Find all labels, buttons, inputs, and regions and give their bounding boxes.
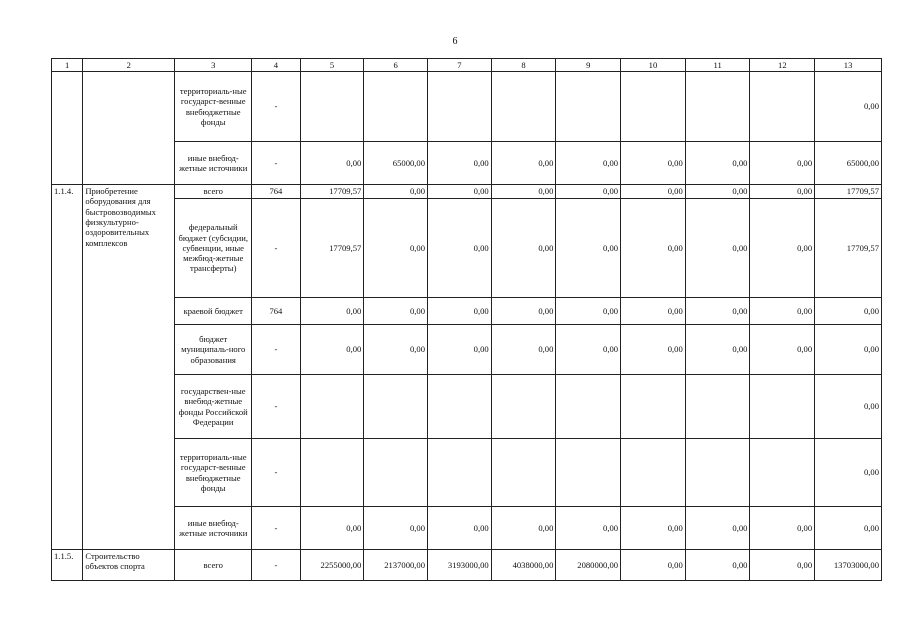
value-cell: 0,00 bbox=[491, 325, 556, 375]
total-cell: 17709,57 bbox=[815, 185, 882, 199]
table-row bbox=[52, 199, 882, 298]
value-cell bbox=[621, 375, 686, 439]
column-number-row bbox=[52, 59, 882, 72]
value-cell: 0,00 bbox=[621, 142, 686, 185]
value-cell: 0,00 bbox=[750, 298, 815, 325]
total-cell: 0,00 bbox=[815, 439, 882, 507]
funding-source-cell: бюджет муниципаль-ного образования bbox=[175, 325, 252, 375]
value-cell: 0,00 bbox=[428, 298, 492, 325]
value-cell bbox=[364, 439, 428, 507]
value-cell: 0,00 bbox=[428, 507, 492, 550]
value-cell: 0,00 bbox=[685, 507, 750, 550]
code-cell: - bbox=[252, 507, 301, 550]
value-cell bbox=[750, 72, 815, 142]
value-cell bbox=[556, 72, 621, 142]
code-cell: - bbox=[252, 375, 301, 439]
value-cell: 0,00 bbox=[685, 142, 750, 185]
funding-source-cell: территориаль-ные государст-венные внебюджетные фонды bbox=[175, 439, 252, 507]
table-row bbox=[52, 439, 882, 507]
code-cell: - bbox=[252, 142, 301, 185]
value-cell: 17709,57 bbox=[300, 185, 364, 199]
total-cell: 0,00 bbox=[815, 325, 882, 375]
item-number-cell: 1.1.4. bbox=[52, 185, 83, 550]
value-cell: 0,00 bbox=[491, 507, 556, 550]
code-cell: 764 bbox=[252, 298, 301, 325]
value-cell: 0,00 bbox=[428, 185, 492, 199]
table-row bbox=[52, 298, 882, 325]
value-cell: 0,00 bbox=[428, 199, 492, 298]
funding-source-cell: всего bbox=[175, 550, 252, 581]
value-cell bbox=[685, 72, 750, 142]
code-cell: - bbox=[252, 439, 301, 507]
value-cell: 0,00 bbox=[300, 507, 364, 550]
column-number-2: 2 bbox=[83, 59, 175, 72]
value-cell bbox=[300, 72, 364, 142]
value-cell: 0,00 bbox=[750, 507, 815, 550]
value-cell: 0,00 bbox=[685, 298, 750, 325]
value-cell: 0,00 bbox=[556, 142, 621, 185]
value-cell bbox=[750, 375, 815, 439]
value-cell: 0,00 bbox=[685, 325, 750, 375]
value-cell: 0,00 bbox=[364, 325, 428, 375]
code-cell: 764 bbox=[252, 185, 301, 199]
value-cell: 2137000,00 bbox=[364, 550, 428, 581]
value-cell: 0,00 bbox=[491, 142, 556, 185]
value-cell: 0,00 bbox=[556, 298, 621, 325]
value-cell bbox=[491, 72, 556, 142]
total-cell: 0,00 bbox=[815, 72, 882, 142]
table-row bbox=[52, 142, 882, 185]
column-number-1: 1 bbox=[52, 59, 83, 72]
funding-source-cell: федеральный бюджет (субсидии, субвенции, иные межбюд-жетные трансферты) bbox=[175, 199, 252, 298]
value-cell: 0,00 bbox=[364, 298, 428, 325]
value-cell: 0,00 bbox=[750, 199, 815, 298]
value-cell bbox=[556, 375, 621, 439]
value-cell: 2255000,00 bbox=[300, 550, 364, 581]
value-cell: 0,00 bbox=[621, 298, 686, 325]
column-number-12: 12 bbox=[750, 59, 815, 72]
column-number-5: 5 bbox=[300, 59, 364, 72]
funding-source-cell: иные внебюд-жетные источники bbox=[175, 142, 252, 185]
value-cell: 0,00 bbox=[556, 325, 621, 375]
value-cell bbox=[364, 72, 428, 142]
value-cell: 0,00 bbox=[491, 185, 556, 199]
funding-source-cell: территориаль-ные государст-венные внебюджетные фонды bbox=[175, 72, 252, 142]
table-row bbox=[52, 375, 882, 439]
value-cell: 0,00 bbox=[621, 507, 686, 550]
table-row bbox=[52, 325, 882, 375]
value-cell: 0,00 bbox=[750, 185, 815, 199]
value-cell: 4038000,00 bbox=[491, 550, 556, 581]
value-cell: 0,00 bbox=[428, 142, 492, 185]
value-cell: 0,00 bbox=[556, 199, 621, 298]
funding-source-cell: государствен-ные внебюд-жетные фонды Российской Федерации bbox=[175, 375, 252, 439]
item-number-cell bbox=[52, 72, 83, 185]
value-cell: 0,00 bbox=[428, 325, 492, 375]
code-cell: - bbox=[252, 72, 301, 142]
value-cell: 65000,00 bbox=[364, 142, 428, 185]
value-cell: 0,00 bbox=[364, 199, 428, 298]
column-number-10: 10 bbox=[621, 59, 686, 72]
column-number-3: 3 bbox=[175, 59, 252, 72]
code-cell: - bbox=[252, 550, 301, 581]
column-number-4: 4 bbox=[252, 59, 301, 72]
column-number-7: 7 bbox=[428, 59, 492, 72]
budget-table bbox=[51, 58, 882, 581]
value-cell bbox=[300, 375, 364, 439]
total-cell: 13703000,00 bbox=[815, 550, 882, 581]
value-cell: 0,00 bbox=[491, 298, 556, 325]
code-cell: - bbox=[252, 325, 301, 375]
value-cell: 0,00 bbox=[750, 550, 815, 581]
funding-source-cell: краевой бюджет bbox=[175, 298, 252, 325]
column-number-13: 13 bbox=[815, 59, 882, 72]
code-cell: - bbox=[252, 199, 301, 298]
value-cell bbox=[300, 439, 364, 507]
value-cell: 3193000,00 bbox=[428, 550, 492, 581]
value-cell: 0,00 bbox=[300, 325, 364, 375]
value-cell: 2080000,00 bbox=[556, 550, 621, 581]
value-cell: 0,00 bbox=[750, 142, 815, 185]
column-number-9: 9 bbox=[556, 59, 621, 72]
column-number-6: 6 bbox=[364, 59, 428, 72]
value-cell bbox=[428, 72, 492, 142]
table-row bbox=[52, 72, 882, 142]
value-cell bbox=[750, 439, 815, 507]
value-cell: 0,00 bbox=[556, 507, 621, 550]
item-number-cell: 1.1.5. bbox=[52, 550, 83, 581]
page-number: 6 bbox=[452, 36, 458, 47]
value-cell: 0,00 bbox=[621, 550, 686, 581]
table-row bbox=[52, 550, 882, 581]
item-name-cell: Приобретение оборудования для быстровозводимых физкультурно-оздоровительных комплексов bbox=[83, 185, 175, 550]
value-cell: 0,00 bbox=[300, 142, 364, 185]
value-cell bbox=[364, 375, 428, 439]
funding-source-cell: иные внебюд-жетные источники bbox=[175, 507, 252, 550]
value-cell: 0,00 bbox=[685, 185, 750, 199]
value-cell: 0,00 bbox=[364, 185, 428, 199]
value-cell bbox=[491, 439, 556, 507]
funding-source-cell: всего bbox=[175, 185, 252, 199]
value-cell: 0,00 bbox=[364, 507, 428, 550]
value-cell bbox=[685, 375, 750, 439]
table-row bbox=[52, 507, 882, 550]
value-cell bbox=[491, 375, 556, 439]
value-cell: 0,00 bbox=[556, 185, 621, 199]
value-cell: 0,00 bbox=[621, 199, 686, 298]
table-row bbox=[52, 185, 882, 199]
total-cell: 17709,57 bbox=[815, 199, 882, 298]
item-name-cell bbox=[83, 72, 175, 185]
value-cell: 0,00 bbox=[750, 325, 815, 375]
column-number-8: 8 bbox=[491, 59, 556, 72]
total-cell: 0,00 bbox=[815, 507, 882, 550]
value-cell: 0,00 bbox=[621, 185, 686, 199]
value-cell: 0,00 bbox=[300, 298, 364, 325]
value-cell bbox=[621, 72, 686, 142]
value-cell: 0,00 bbox=[491, 199, 556, 298]
total-cell: 65000,00 bbox=[815, 142, 882, 185]
value-cell bbox=[428, 439, 492, 507]
item-name-cell: Строительство объектов спорта bbox=[83, 550, 175, 581]
value-cell bbox=[428, 375, 492, 439]
value-cell bbox=[621, 439, 686, 507]
total-cell: 0,00 bbox=[815, 375, 882, 439]
total-cell: 0,00 bbox=[815, 298, 882, 325]
value-cell: 17709,57 bbox=[300, 199, 364, 298]
column-number-11: 11 bbox=[685, 59, 750, 72]
value-cell: 0,00 bbox=[685, 199, 750, 298]
value-cell bbox=[556, 439, 621, 507]
value-cell: 0,00 bbox=[621, 325, 686, 375]
value-cell bbox=[685, 439, 750, 507]
value-cell: 0,00 bbox=[685, 550, 750, 581]
